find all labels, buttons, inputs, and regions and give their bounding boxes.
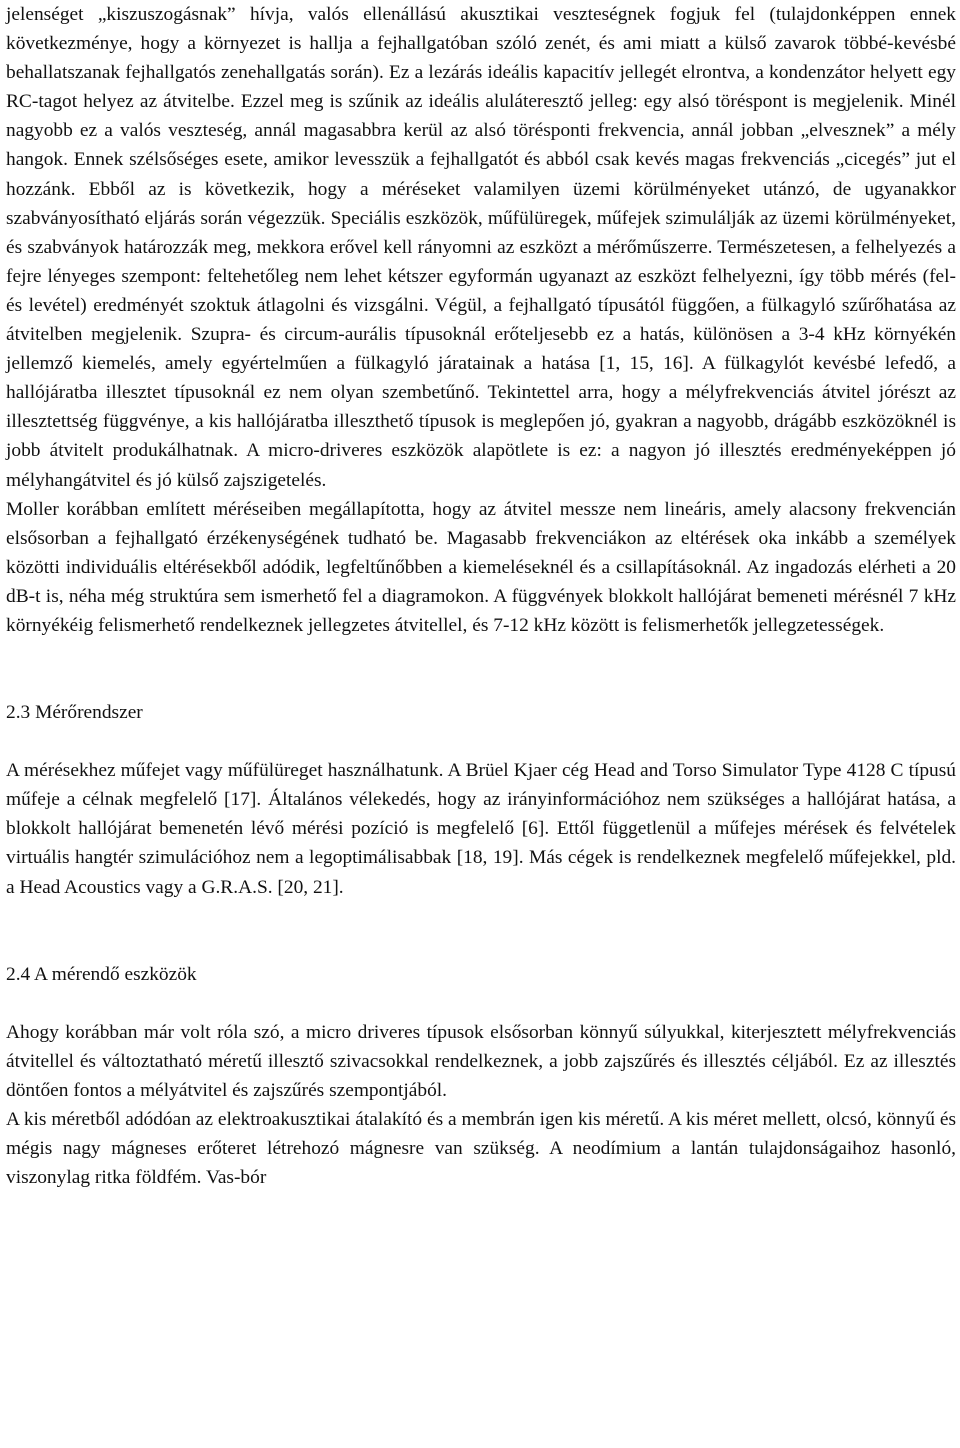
body-paragraph: A mérésekhez műfejet vagy műfülüreget használhatunk. A Brüel Kjaer cég Head and Torso Simulator Type 4128 C típusú műfeje a célnak megfelelő [17]. Általános vélekedés, hogy az irányinformációhoz nem szükséges a hallójárat hatása, a blokkolt hallójárat bemenetén lévő mérési pozíció is megfelelő [6]. Ettől függetlenül a műfejes mérések és felvételek virtuális hangtér szimulációhoz nem a legoptimálisabbak [18, 19]. Más cégek is rendelkeznek megfelelő műfejekkel, pld. a Head Acoustics vagy a G.R.A.S. [20, 21].	[6, 760, 956, 898]
spacer	[6, 989, 956, 1018]
spacer	[6, 727, 956, 756]
body-paragraph: Ahogy korábban már volt róla szó, a micro driveres típusok elsősorban könnyű súlyukkal, kiterjesztett mélyfrekvenciás átvitellel és változtatható méretű illesztő szivacsokkal rendelkeznek, a jobb zajszűrés és illesztés céljából. Ez az illesztés döntően fontos a mélyátvitel és zajszűrés szempontjából.	[6, 1021, 956, 1101]
body-paragraph: jelenséget „kiszuszogásnak” hívja, valós ellenállású akusztikai veszteségnek fogjuk fel (tulajdonképpen ennek következménye, hogy a környezet is hallja a fejhallgatóban szóló zenét, és ami miatt a külső zavarok többé-kevésbé behallatszanak fejhallgatós zenehallgatás során). Ez a lezárás ideális kapacitív jellegét elrontva, a kondenzátor helyett egy RC-tagot helyez az átvitelbe. Ezzel meg is szűnik az ideális aluláteresztő jelleg: egy alsó töréspont is megjelenik. Minél nagyobb ez a valós veszteség, annál magasabbra kerül az alsó törésponti frekvencia, annál jobban „elvesznek” a mély hangok. Ennek szélsőséges esete, amikor levesszük a fejhallgatót és abból csak kevés magas frekvenciás „cicegés” jut el hozzánk. Ebből az is következik, hogy a méréseket valamilyen üzemi körülményeket utánzó, de ugyanakkor szabványosítható eljárás során végezzük. Speciális eszközök, műfülüregek, műfejek szimulálják az üzemi körülményeket, és szabványok határozzák meg, mekkora erővel kell rányomni az eszközt a mérőműszerre. Természetesen, a felhelyezés a fejre lényeges szempont: feltehetőleg nem lehet kétszer egyformán ugyanazt az eszközt felhelyezni, így több mérés (fel- és levétel) eredményét szoktuk átlagolni és vizsgálni. Végül, a fejhallgató típusától függően, a fülkagyló szűrőhatása az átvitelben megjelenik. Szupra- és circum-aurális típusoknál erőteljesebb ez a hatás, különösen a 3-4 kHz környékén jellemző kiemelés, amely egyértelműen a fülkagyló járatainak a hatása [1, 15, 16]. A fülkagylót kevésbé lefedő, a hallójáratba illesztet típusoknál ez nem olyan szembetűnő. Tekintettel arra, hogy a mélyfrekvenciás átvitel jórészt az illesztettség függvénye, a kis hallójáratba illeszthető típusok is meglepően jó, gyakran a nagyobb, drágább eszközöknél is jobb átvitelt produkálhatnak. A micro-driveres eszközök alapötlete is ez: a nagyon jó illesztés eredményeképpen jó mélyhangátvitel és jó külső zajszigetelés.	[6, 4, 956, 491]
spacer	[6, 640, 956, 698]
document-page	[6, 0, 956, 1192]
body-paragraph: Moller korábban említett méréseiben megállapította, hogy az átvitel messze nem lineáris, amely alacsony frekvencián elsősorban a fejhallgató érzékenységének tudható be. Magasabb frekvenciákon az eltérések oka inkább a személyek közötti individuális eltérésekből adódik, legfeltűnőbben a kiemeléseknél és a csillapításoknál. Az ingadozás elérheti a 20 dB-t is, néha még struktúra sem ismerhető fel a diagramokon. A függvények blokkolt hallójárat bemeneti mérésnél 7 kHz környékéig felismerhető rendelkeznek jellegzetes átvitellel, és 7-12 kHz között is felismerhetők jellegzetességek.	[6, 498, 956, 636]
section-heading: 2.4 A mérendő eszközök	[6, 963, 197, 985]
spacer	[6, 902, 956, 960]
section-heading: 2.3 Mérőrendszer	[6, 702, 143, 724]
body-paragraph: A kis méretből adódóan az elektroakusztikai átalakító és a membrán igen kis méretű. A kis méret mellett, olcsó, könnyű és mégis nagy mágneses erőteret létrehozó mágnesre van szükség. A neodímium a lantán tulajdonságaihoz hasonló, viszonylag ritka földfém. Vas-bór	[6, 1109, 956, 1189]
